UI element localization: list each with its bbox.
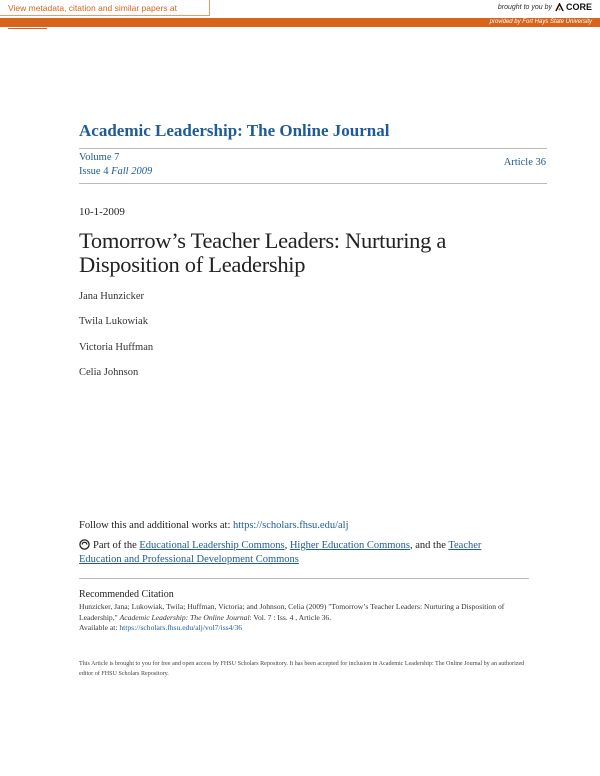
citation-link[interactable]: https://scholars.fhsu.edu/alj/vol7/iss4/36 [119,623,243,632]
core-metadata-text: View metadata, citation and similar papers at [8,3,177,13]
author-2: Twila Lukowiak [79,316,148,327]
brought-to-you-by [498,2,592,12]
author-1: Jana Hunzicker [79,291,145,302]
citation-rule [79,578,529,579]
part-sep2: , and the [410,540,449,551]
provider-bar [0,18,600,27]
follow-line [79,520,349,531]
issue-text: Issue 4 [79,166,109,177]
article-number[interactable]: Article 36 [503,157,546,168]
follow-text: Follow this and additional works at: [79,520,233,531]
follow-link[interactable]: https://scholars.fhsu.edu/alj [233,520,349,531]
author-3: Victoria Huffman [79,342,154,353]
provided-by-text: provided by Fort Hays State University [489,19,592,25]
citation-line1: Hunzicker, Jana; Lukowiak, Twila; Huffman, Victoria; and Johnson, Celia (2009) "Tomorrow’s Teacher Leaders: Nurturing a Disposition of Leadership," [79,602,505,622]
higher-education-commons-link[interactable]: Higher Education Commons [289,540,410,551]
citation-journal: Academic Leadership: The Online Journal [119,612,250,622]
core-logo-icon [555,3,564,12]
core-banner [0,0,600,19]
header-rule-top [79,148,547,149]
citation-line2: : Vol. 7 : Iss. 4 , Article 36. [249,612,332,622]
publication-date: 10-1-2009 [79,206,125,218]
author-4: Celia Johnson [79,367,139,378]
issue-link[interactable] [79,165,152,179]
core-logo-text: CORE [565,2,592,12]
season-text: Fall 2009 [111,166,153,177]
citation-body [79,602,539,634]
recommended-citation-heading: Recommended Citation [79,589,174,600]
brought-by-text: brought to you by [497,3,552,11]
core-logo[interactable] [555,2,592,12]
core-metadata-link[interactable] [0,0,210,16]
footer-note: This Article is brought to you for free and open access by FHSU Scholars Repository. It has been accepted for inclusion in Academic Leadership: The Online Journal by an authorized editor of FHSU Scholars Repository. [79,661,525,677]
open-access-icon [79,539,90,550]
part-of-commons [79,539,519,567]
volume-link[interactable]: Volume 7 [79,152,120,163]
available-label: Available at: [79,623,120,632]
part-sep1: , [284,540,290,551]
teacher-education-commons-link[interactable]: Teacher Education and Professional Development Commons [79,540,482,565]
part-prefix: Part of the [93,540,140,551]
journal-title[interactable]: Academic Leadership: The Online Journal [79,121,390,140]
educational-leadership-commons-link[interactable]: Educational Leadership Commons [139,540,285,551]
header-rule-bottom [79,183,547,184]
paper-title: Tomorrow’s Teacher Leaders: Nurturing a Disposition of Leadership [79,228,447,277]
volume-issue [79,151,152,179]
